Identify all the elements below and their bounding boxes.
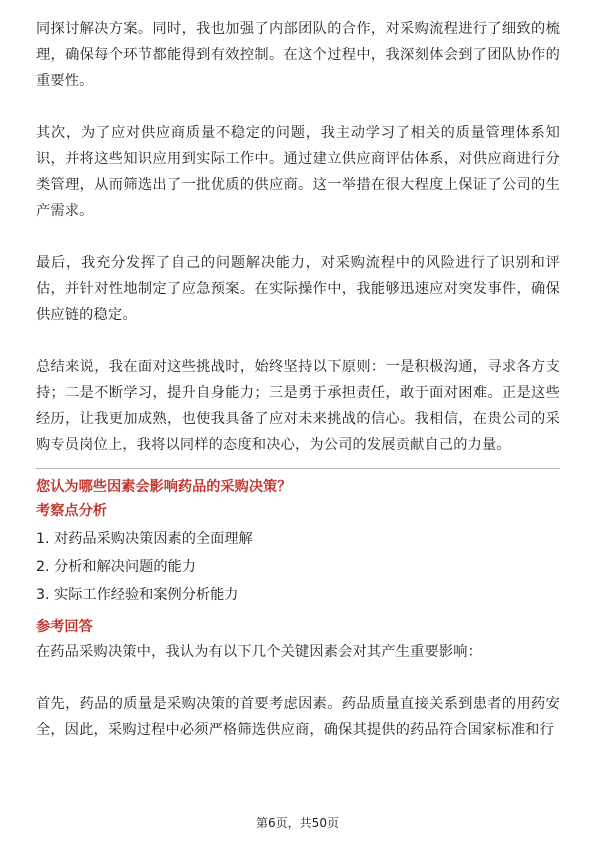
answer-intro: 在药品采购决策中，我认为有以下几个关键因素会对其产生重要影响： (36, 644, 483, 660)
list-item: 1. 对药品采购决策因素的全面理解 (36, 531, 253, 547)
page-number: 第6页，共50页 (256, 816, 339, 830)
paragraph-gap (36, 665, 560, 691)
paragraph-gap (36, 328, 560, 354)
list-item: 3. 实际工作经验和案例分析能力 (36, 587, 239, 603)
page-content (36, 16, 560, 743)
paragraph-teamwork: 同探讨解决方案。同时，我也加强了内部团队的合作，对采购流程进行了细致的梳理，确保每个环节都能得到有效控制。在这个过程中，我深刻体会到了团队协作的重要性。 (36, 21, 560, 89)
answer-quality: 首先，药品的质量是采购决策的首要考虑因素。药品质量直接关系到患者的用药安全，因此，采购过程中必须严格筛选供应商，确保其提供的药品符合国家标准和行 (36, 696, 560, 738)
question-heading: 您认为哪些因素会影响药品的采购决策？ (36, 479, 292, 495)
paragraph-risk: 最后，我充分发挥了自己的问题解决能力，对采购流程中的风险进行了识别和评估，并针对性地制定了应急预案。在实际操作中，我能够迅速应对突发事件，确保供应链的稳定。 (36, 255, 560, 323)
list-item: 2. 分析和解决问题的能力 (36, 559, 196, 575)
paragraph-gap (36, 224, 560, 250)
paragraph-summary: 总结来说，我在面对这些挑战时，始终坚持以下原则：一是积极沟通，寻求各方支持；二是不断学习，提升自身能力；三是勇于承担责任，敢于面对困难。正是这些经历，让我更加成熟，也使我具备了应对未来挑战的信心。我相信，在贵公司的采购专员岗位上，我将以同样的态度和决心，为公司的发展贡献自己的力量。 (36, 359, 560, 453)
paragraph-gap (36, 94, 560, 120)
paragraph-supplier-quality: 其次，为了应对供应商质量不稳定的问题，我主动学习了相关的质量管理体系知识，并将这些知识应用到实际工作中。通过建立供应商评估体系，对供应商进行分类管理，从而筛选出了一批优质的供应商。这一举措在很大程度上保证了公司的生产需求。 (36, 125, 560, 219)
analysis-list (36, 525, 560, 609)
analysis-heading: 考察点分析 (36, 503, 107, 519)
section-divider (36, 468, 560, 469)
answer-heading: 参考回答 (36, 619, 93, 635)
